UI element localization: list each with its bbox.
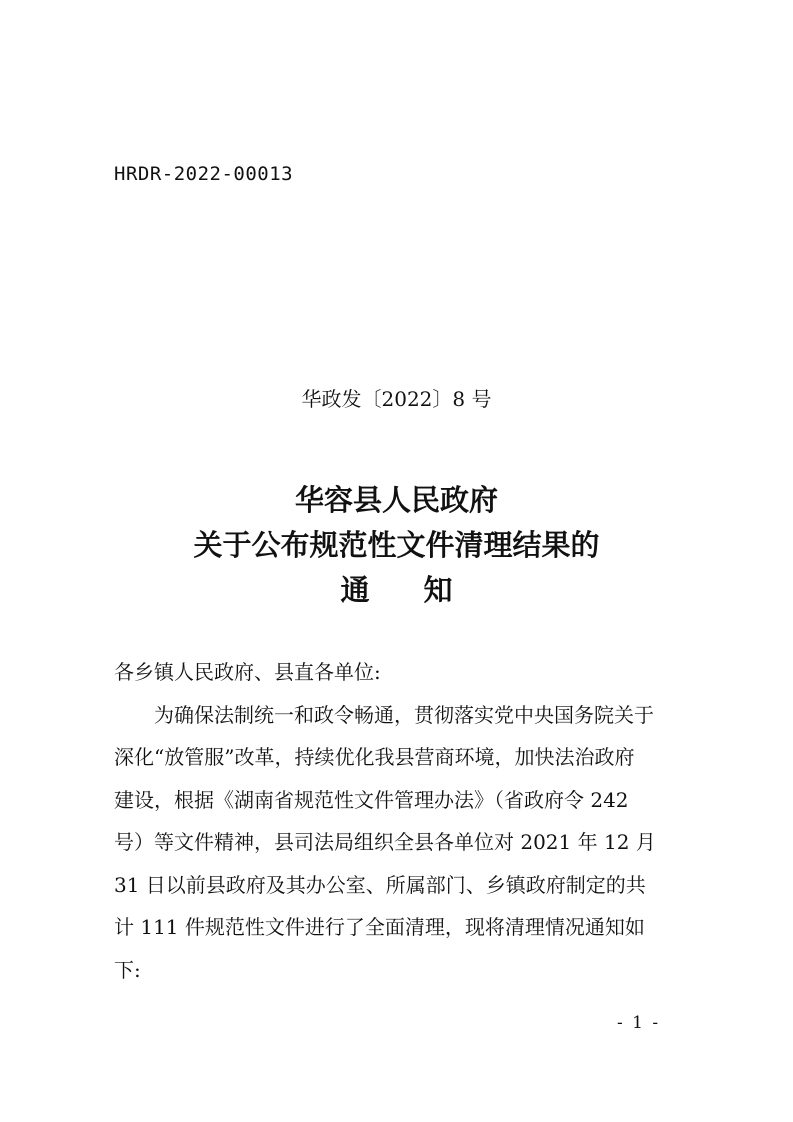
- document-body: [114, 651, 684, 991]
- body-line: 31 日以前县政府及其办公室、所属部门、乡镇政府制定的共: [114, 872, 646, 897]
- body-line: 为确保法制统一和政令畅通，贯彻落实党中央国务院关于: [154, 702, 654, 727]
- document-title: [0, 478, 793, 613]
- page-number: - 1 -: [617, 1013, 661, 1033]
- addressee: 各乡镇人民政府、县直各单位:: [114, 660, 381, 684]
- document-code: HRDR-2022-00013: [114, 163, 294, 185]
- title-line-3: 通知: [340, 573, 507, 607]
- body-line: 建设，根据《湖南省规范性文件管理办法》（省政府令 242: [114, 787, 629, 812]
- title-line-1: 华容县人民政府: [294, 483, 498, 517]
- body-line: 号）等文件精神，县司法局组织全县各单位对 2021 年 12 月: [114, 830, 656, 854]
- body-line: 下:: [114, 957, 141, 982]
- body-line: 深化“放管服”改革，持续优化我县营商环境，加快法治政府: [114, 745, 635, 769]
- title-line-2: 关于公布规范性文件清理结果的: [193, 528, 600, 562]
- body-line: 计 111 件规范性文件进行了全面清理，现将清理情况通知如: [114, 915, 645, 939]
- issue-number: 华政发〔2022〕8 号: [301, 387, 492, 411]
